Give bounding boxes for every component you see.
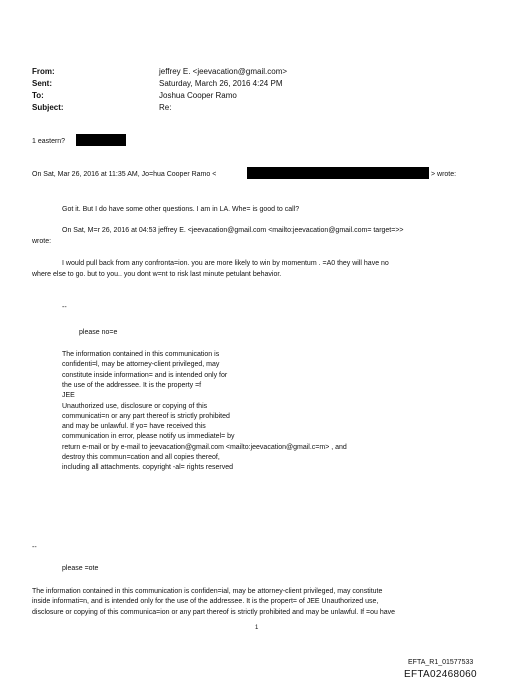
notice-line: destroy this commun=cation and all copies thereof, <box>62 454 220 461</box>
notice-line: Unauthorized use, disclosure or copying of this <box>62 402 208 410</box>
notice-line: The information contained in this communication is <box>62 351 220 358</box>
sent-label: Sent: <box>32 79 52 88</box>
notice-line: communication in error, please notify us immediatel= by <box>62 433 235 441</box>
notice-line: disclosure or copying of this communica=ion or any part thereof is strictly prohibited and may be unlawful. If =ou have <box>32 608 396 616</box>
notice-line: constitute inside information= and is intended only for <box>62 371 228 379</box>
quote-intro-end: > wrote: <box>431 171 457 178</box>
separator: -- <box>62 304 67 311</box>
to-value: Joshua Cooper Ramo <box>159 91 237 100</box>
notice-line: including all attachments. copyright -al= rights reserved <box>62 464 234 472</box>
from-value: jeffrey E. <jeevacation@gmail.com> <box>159 67 288 76</box>
redaction-box <box>247 167 429 179</box>
notice-line: The information contained in this communication is confiden=ial, may be attorney-client privileged, may constitute <box>32 588 383 595</box>
from-label: From: <box>32 67 55 76</box>
notice-line: inside informati=n, and is intended only for the use of the addressee. It is the propert= of JEE Unauthorized use, <box>32 598 379 606</box>
notice-line: return e-mail or by e-mail to jeevacation@gmail.com <mailto:jeevacation@gmail.c=m> , and <box>62 443 347 451</box>
reply-line: Got it. But I do have some other questions. I am in LA. Whe= is good to call? <box>62 206 300 213</box>
notice-line: confidenti=l, may be attorney-client privileged, may <box>62 361 220 369</box>
notice-line: and may be unlawful. If yo= have received this <box>62 423 206 431</box>
subject-label: Subject: <box>32 103 64 112</box>
notice-line: communicati=n or any part thereof is strictly prohibited <box>62 412 230 420</box>
quote2-line-b: wrote: <box>32 238 52 245</box>
message-line-a: I would pull back from any confronta=ion. you are more likely to win by momentum . =A0 they will have no <box>62 260 389 267</box>
separator: -- <box>32 544 37 551</box>
please-note-heading: please =ote <box>62 565 99 572</box>
notice-line: JEE <box>62 392 75 400</box>
bates-number-large: EFTA02468060 <box>404 669 477 680</box>
subject-value: Re: <box>159 103 172 112</box>
bates-number-small: EFTA_R1_01577533 <box>408 659 474 666</box>
redaction-box <box>76 134 126 146</box>
page-number: 1 <box>255 625 259 631</box>
notice-line: the use of the addressee. It is the property =f <box>62 381 202 389</box>
quote-intro: On Sat, Mar 26, 2016 at 11:35 AM, Jo=hua Cooper Ramo < <box>32 171 217 178</box>
body-line-1: 1 eastern? <box>32 138 66 145</box>
message-line-b: where else to go. but to you.. you dont w=nt to risk last minute petulant behavior. <box>32 271 282 278</box>
please-note-heading: please no=e <box>79 329 118 336</box>
to-label: To: <box>32 91 44 100</box>
sent-value: Saturday, March 26, 2016 4:24 PM <box>159 79 283 88</box>
quote2-line-a: On Sat, M=r 26, 2016 at 04:53 jeffrey E. <jeevacation@gmail.com <mailto:jeevacation@gmail.com= target=>> <box>62 227 404 234</box>
